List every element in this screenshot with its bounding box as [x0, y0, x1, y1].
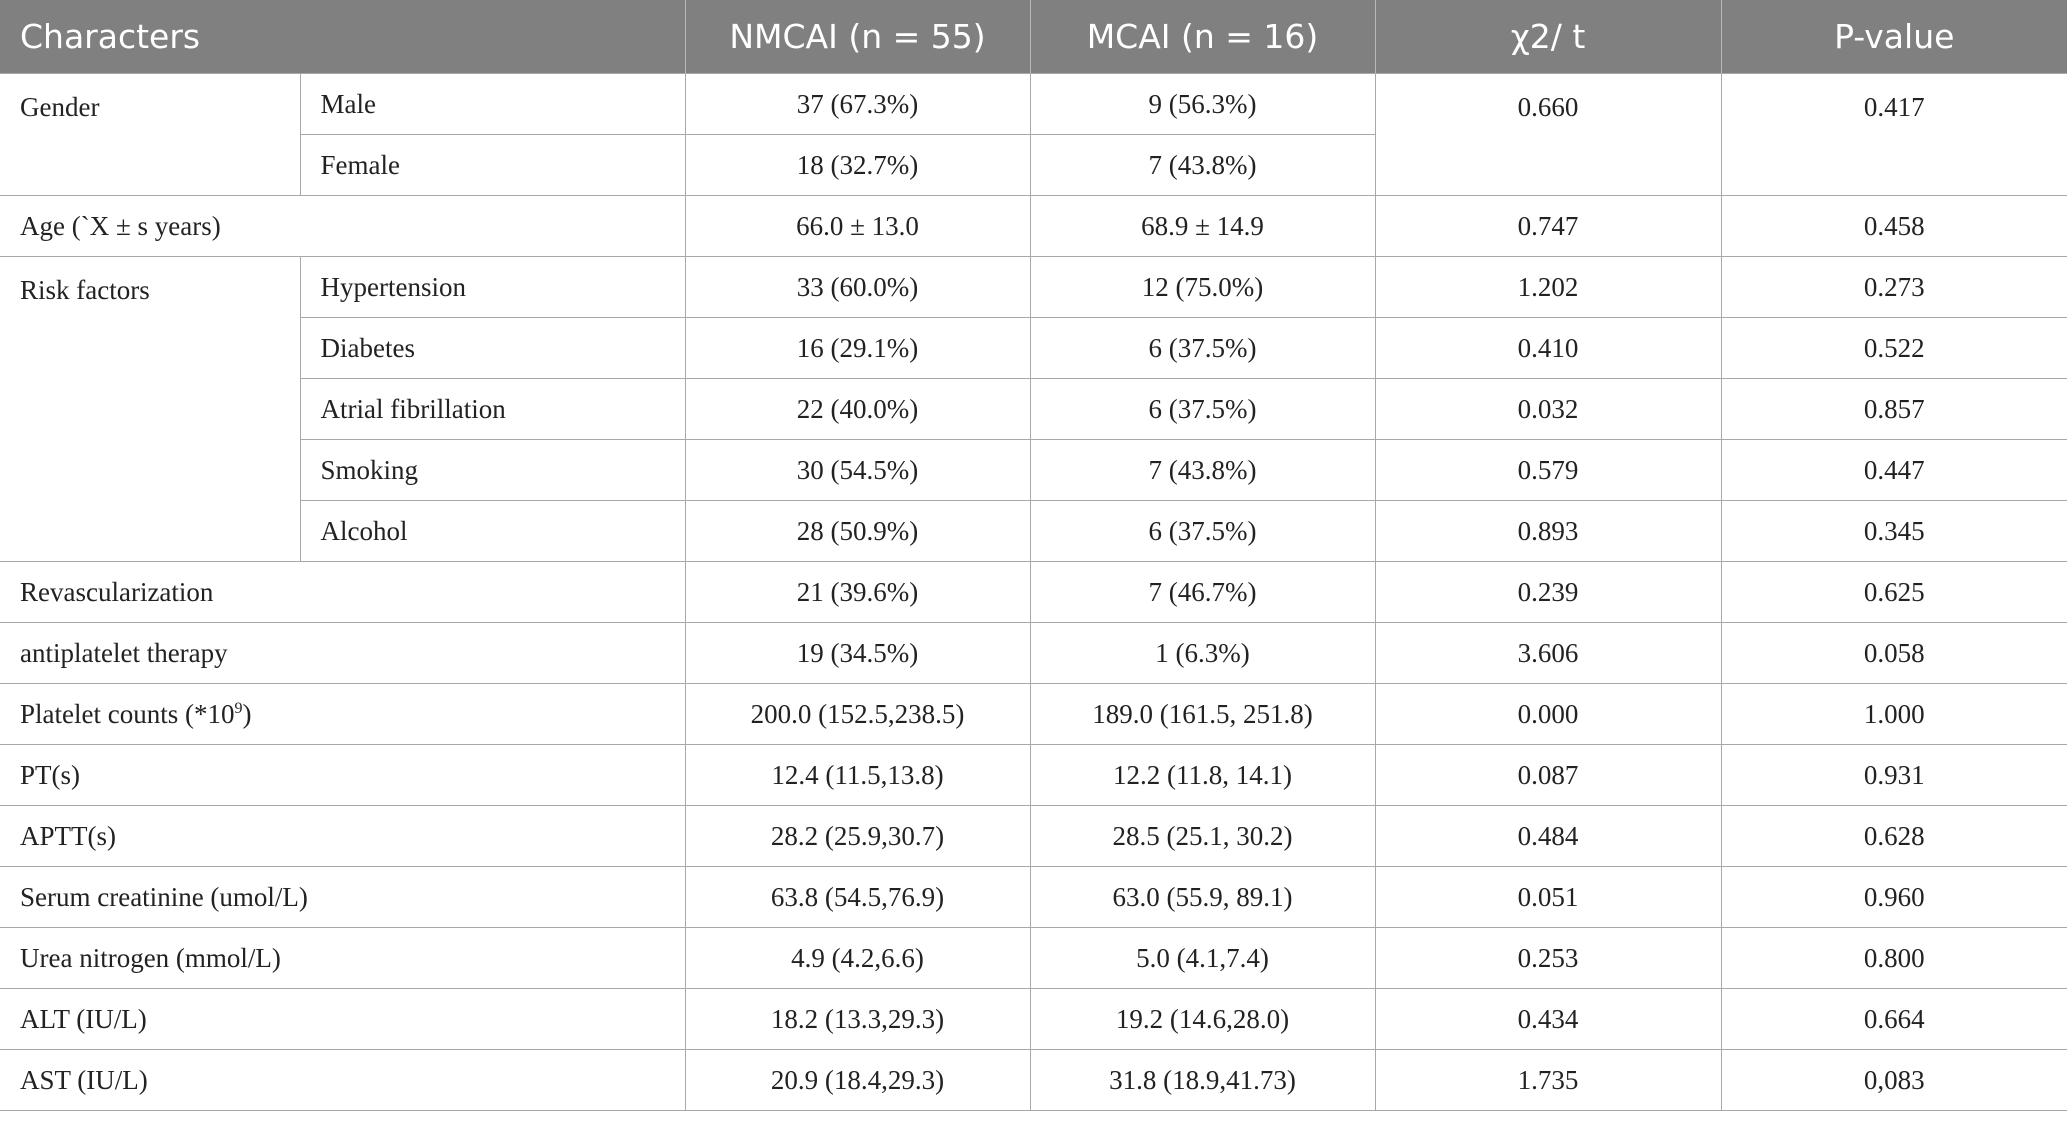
- table-row: [0, 806, 2067, 867]
- cell-mcai: 68.9 ± 14.9: [1030, 196, 1375, 257]
- row-sublabel: Smoking: [300, 440, 685, 501]
- cell-nmcai: 18.2 (13.3,29.3): [685, 989, 1030, 1050]
- cell-nmcai: 20.9 (18.4,29.3): [685, 1050, 1030, 1111]
- row-label-gender: Gender: [0, 74, 300, 196]
- cell-mcai: 12 (75.0%): [1030, 257, 1375, 318]
- cell-pvalue: 0.960: [1721, 867, 2067, 928]
- cell-nmcai: 66.0 ± 13.0: [685, 196, 1030, 257]
- cell-pvalue: 0.931: [1721, 745, 2067, 806]
- cell-mcai: 9 (56.3%): [1030, 74, 1375, 135]
- table-row: [0, 684, 2067, 745]
- header-pvalue: P-value: [1721, 0, 2067, 74]
- row-label: APTT(s): [0, 806, 685, 867]
- cell-pvalue: 0.625: [1721, 562, 2067, 623]
- cell-nmcai: 30 (54.5%): [685, 440, 1030, 501]
- cell-mcai: 6 (37.5%): [1030, 379, 1375, 440]
- table-row: [0, 562, 2067, 623]
- cell-pvalue: 0.664: [1721, 989, 2067, 1050]
- cell-nmcai: 28.2 (25.9,30.7): [685, 806, 1030, 867]
- cell-nmcai: 19 (34.5%): [685, 623, 1030, 684]
- cell-pvalue: 1.000: [1721, 684, 2067, 745]
- row-sublabel: Diabetes: [300, 318, 685, 379]
- cell-nmcai: 22 (40.0%): [685, 379, 1030, 440]
- table-row: [0, 196, 2067, 257]
- row-label: antiplatelet therapy: [0, 623, 685, 684]
- cell-stat: 0.239: [1375, 562, 1721, 623]
- cell-stat: 3.606: [1375, 623, 1721, 684]
- cell-stat: 0.660: [1375, 74, 1721, 196]
- cell-pvalue: 0.273: [1721, 257, 2067, 318]
- cell-nmcai: 28 (50.9%): [685, 501, 1030, 562]
- table-row: [0, 867, 2067, 928]
- cell-mcai: 12.2 (11.8, 14.1): [1030, 745, 1375, 806]
- header-characters: Characters: [0, 0, 685, 74]
- platelet-label-close: ): [242, 698, 252, 729]
- header-row: [0, 0, 2067, 74]
- table-row: [0, 318, 2067, 379]
- cell-pvalue: 0.345: [1721, 501, 2067, 562]
- cell-stat: 0.000: [1375, 684, 1721, 745]
- cell-mcai: 1 (6.3%): [1030, 623, 1375, 684]
- cell-pvalue: 0.800: [1721, 928, 2067, 989]
- row-sublabel: Atrial fibrillation: [300, 379, 685, 440]
- header-nmcai: NMCAI (n = 55): [685, 0, 1030, 74]
- row-label: Serum creatinine (umol/L): [0, 867, 685, 928]
- table-row: [0, 257, 2067, 318]
- cell-pvalue: 0.857: [1721, 379, 2067, 440]
- cell-pvalue: 0.458: [1721, 196, 2067, 257]
- cell-mcai: 7 (43.8%): [1030, 440, 1375, 501]
- row-label-risk-factors: Risk factors: [0, 257, 300, 562]
- header-stat: χ2/ t: [1375, 0, 1721, 74]
- cell-mcai: 31.8 (18.9,41.73): [1030, 1050, 1375, 1111]
- cell-mcai: 63.0 (55.9, 89.1): [1030, 867, 1375, 928]
- cell-nmcai: 21 (39.6%): [685, 562, 1030, 623]
- cell-mcai: 28.5 (25.1, 30.2): [1030, 806, 1375, 867]
- row-label-age: Age (`X ± s years): [0, 196, 685, 257]
- table-row: [0, 501, 2067, 562]
- row-label: ALT (IU/L): [0, 989, 685, 1050]
- cell-stat: 0.032: [1375, 379, 1721, 440]
- cell-stat: 0.484: [1375, 806, 1721, 867]
- cell-mcai: 19.2 (14.6,28.0): [1030, 989, 1375, 1050]
- cell-stat: 0.253: [1375, 928, 1721, 989]
- platelet-exponent: 9: [234, 699, 243, 717]
- cell-pvalue: 0,083: [1721, 1050, 2067, 1111]
- cell-mcai: 6 (37.5%): [1030, 501, 1375, 562]
- cell-mcai: 189.0 (161.5, 251.8): [1030, 684, 1375, 745]
- row-sublabel: Male: [300, 74, 685, 135]
- row-sublabel: Hypertension: [300, 257, 685, 318]
- table-row: [0, 623, 2067, 684]
- table-row: [0, 74, 2067, 135]
- cell-stat: 1.735: [1375, 1050, 1721, 1111]
- table-row: [0, 928, 2067, 989]
- cell-nmcai: 63.8 (54.5,76.9): [685, 867, 1030, 928]
- cell-pvalue: 0.522: [1721, 318, 2067, 379]
- row-sublabel: Female: [300, 135, 685, 196]
- row-label: PT(s): [0, 745, 685, 806]
- header-mcai: MCAI (n = 16): [1030, 0, 1375, 74]
- cell-pvalue: 0.628: [1721, 806, 2067, 867]
- table-row: [0, 745, 2067, 806]
- cell-nmcai: 16 (29.1%): [685, 318, 1030, 379]
- cell-nmcai: 18 (32.7%): [685, 135, 1030, 196]
- cell-stat: 1.202: [1375, 257, 1721, 318]
- cell-mcai: 5.0 (4.1,7.4): [1030, 928, 1375, 989]
- cell-nmcai: 37 (67.3%): [685, 74, 1030, 135]
- row-label: Revascularization: [0, 562, 685, 623]
- cell-stat: 0.051: [1375, 867, 1721, 928]
- row-label: AST (IU/L): [0, 1050, 685, 1111]
- table-row: [0, 989, 2067, 1050]
- cell-mcai: 7 (46.7%): [1030, 562, 1375, 623]
- row-sublabel: Alcohol: [300, 501, 685, 562]
- table-row: [0, 1050, 2067, 1111]
- cell-stat: 0.434: [1375, 989, 1721, 1050]
- cell-mcai: 6 (37.5%): [1030, 318, 1375, 379]
- cell-stat: 0.893: [1375, 501, 1721, 562]
- cell-stat: 0.087: [1375, 745, 1721, 806]
- cell-nmcai: 200.0 (152.5,238.5): [685, 684, 1030, 745]
- cell-stat: 0.579: [1375, 440, 1721, 501]
- table-row: [0, 440, 2067, 501]
- cell-nmcai: 4.9 (4.2,6.6): [685, 928, 1030, 989]
- cell-mcai: 7 (43.8%): [1030, 135, 1375, 196]
- cell-stat: 0.410: [1375, 318, 1721, 379]
- cell-stat: 0.747: [1375, 196, 1721, 257]
- table-row: [0, 379, 2067, 440]
- cell-nmcai: 33 (60.0%): [685, 257, 1030, 318]
- cell-nmcai: 12.4 (11.5,13.8): [685, 745, 1030, 806]
- row-label: Urea nitrogen (mmol/L): [0, 928, 685, 989]
- platelet-label-text: Platelet counts (*10: [20, 698, 235, 729]
- cell-pvalue: 0.058: [1721, 623, 2067, 684]
- cell-pvalue: 0.417: [1721, 74, 2067, 196]
- row-label-platelet: [0, 684, 685, 745]
- cell-pvalue: 0.447: [1721, 440, 2067, 501]
